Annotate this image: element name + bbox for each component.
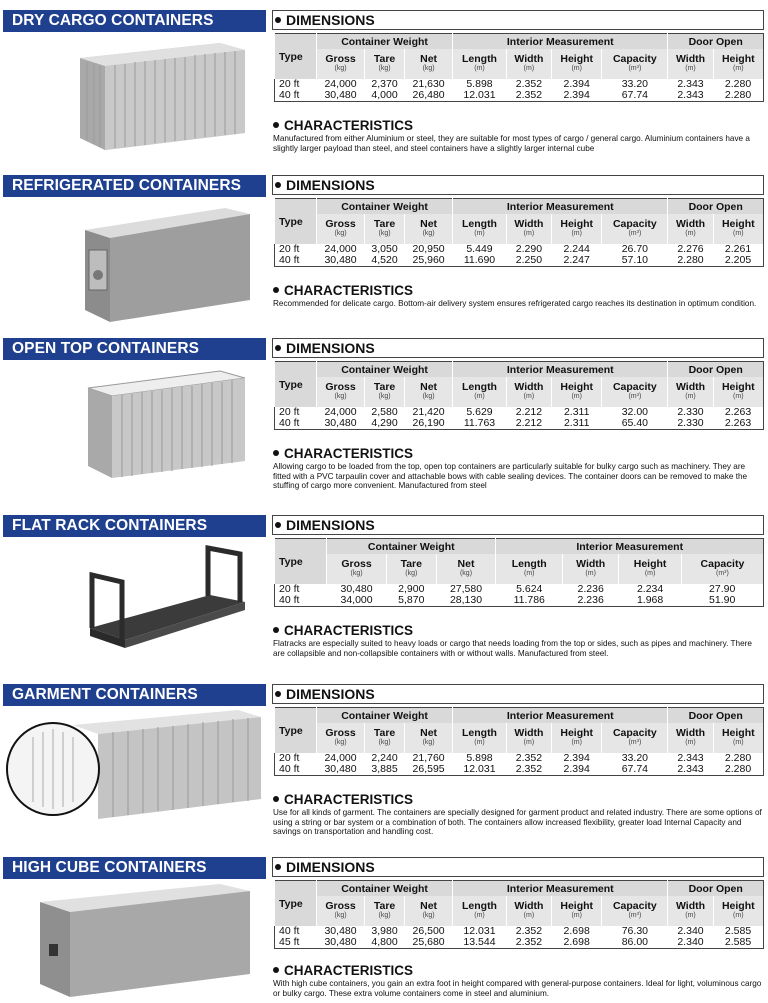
characteristics-text: With high cube containers, you gain an extra foot in height compared with general-purpose containers. Ideal for light, voluminous cargo or bulky cargo. These extra volume containers come in steel and aluminium.	[273, 979, 762, 998]
dimensions-table: Type Container Weight Interior Measurement Door Open Gross (kg) Tare (kg) Net (kg) Length (m) Width (m) Height (m) Capacity (m³) Width (m) Height (m) 20 ft 24,000 2,580 21,420 5.629 2.212 2.311 32.00 2.330 2.263 40 ft 30,480 4,290 26,190 11.763 2.212 2.311 65.40 2.330 2.263	[274, 361, 764, 430]
dimensions-table: Type Container Weight Interior Measurement Door Open Gross (kg) Tare (kg) Net (kg) Length (m) Width (m) Height (m) Capacity (m³) Width (m) Height (m) 20 ft 24,000 2,240 21,760 5.898 2.352 2.394 33.20 2.343 2.280 40 ft 30,480 3,885 26,595 12.031 2.352 2.394 67.74 2.343 2.280	[274, 707, 764, 776]
dimensions-header: DIMENSIONS	[272, 515, 764, 535]
high-cube-container-illustration	[35, 882, 255, 1000]
characteristics-header: CHARACTERISTICS	[273, 283, 413, 298]
table-row: 40 ft 30,480 4,000 26,480 12.031 2.352 2.394 67.74 2.343 2.280	[279, 89, 752, 101]
characteristics-header: CHARACTERISTICS	[273, 792, 413, 807]
table-row: 40 ft 30,480 4,290 26,190 11.763 2.212 2.311 65.40 2.330 2.263	[279, 417, 752, 429]
characteristics-header: CHARACTERISTICS	[273, 623, 413, 638]
dry-cargo-container-illustration	[70, 38, 250, 153]
table-row: 40 ft 30,480 4,520 25,960 11.690 2.250 2.247 57.10 2.280 2.205	[279, 254, 752, 266]
open-top-container-illustration	[80, 363, 250, 481]
characteristics-text: Manufactured from either Aluminium or steel, they are suitable for most types of cargo / general cargo. Aluminium containers have a slightly larger payload than steel, and steel containers have a slightly larger internal cube	[273, 134, 750, 153]
section-title: HIGH CUBE CONTAINERS	[3, 857, 266, 879]
characteristics-header: CHARACTERISTICS	[273, 963, 413, 978]
characteristics-header: CHARACTERISTICS	[273, 446, 413, 461]
characteristics-text: Allowing cargo to be loaded from the top, open top containers are particularly suitable for bulky cargo such as machinery. They are fitted with a PVC tarpaulin cover and attachable bows with cable sealing devices. The container doors can be removed to make the stuffing of cargo more convenient. Manufactured from steel	[273, 462, 748, 490]
flat-rack-container-illustration	[80, 540, 250, 665]
characteristics-header: CHARACTERISTICS	[273, 118, 413, 133]
refrigerated-container-illustration	[75, 200, 255, 325]
characteristics-text: Recommended for delicate cargo. Bottom-air delivery system ensures refrigerated cargo reaches its destination in optimum condition.	[273, 299, 757, 308]
table-row: 40 ft 30,480 3,885 26,595 12.031 2.352 2.394 67.74 2.343 2.280	[279, 763, 752, 775]
characteristics-text: Flatracks are especially suited to heavy loads or cargo that needs loading from the top or sides, such as pipes and machinery. There are collapsible and non-collapsible containers with or without walls. Manufactured from steel.	[273, 639, 752, 658]
section-title: OPEN TOP CONTAINERS	[3, 338, 266, 360]
dimensions-header: DIMENSIONS	[272, 684, 764, 704]
table-row: 45 ft 30,480 4,800 25,680 13.544 2.352 2.698 86.00 2.340 2.585	[279, 936, 752, 948]
dimensions-header: DIMENSIONS	[272, 10, 764, 30]
table-row: 20 ft 24,000 2,240 21,760 5.898 2.352 2.394 33.20 2.343 2.280	[279, 752, 752, 764]
dimensions-table: Type Container Weight Interior Measurement Door Open Gross (kg) Tare (kg) Net (kg) Length (m) Width (m) Height (m) Capacity (m³) Width (m) Height (m) 40 ft 30,480 3,980 26,500 12.031 2.352 2.698 76.30 2.340 2.585 45 ft 30,480 4,800 25,680 13.544 2.352 2.698 86.00 2.340 2.585	[274, 880, 764, 949]
characteristics-text: Use for all kinds of garment. The containers are specially designed for garment product and related industry. There are some options of using a string or bar system or a combination of both. The containers allow increased flexibility, greater load Internal Capacity and savings on transportation and handling cost.	[273, 808, 762, 836]
section-title: REFRIGERATED CONTAINERS	[3, 175, 266, 197]
dimensions-header: DIMENSIONS	[272, 338, 764, 358]
garment-container-illustration	[3, 707, 263, 825]
dimensions-header: DIMENSIONS	[272, 175, 764, 195]
table-row: 20 ft 24,000 3,050 20,950 5.449 2.290 2.244 26.70 2.276 2.261	[279, 243, 752, 255]
section-title: DRY CARGO CONTAINERS	[3, 10, 266, 32]
section-title: GARMENT CONTAINERS	[3, 684, 266, 706]
table-row: 20 ft 30,480 2,900 27,580 5.624 2.236 2.234 27.90	[279, 583, 736, 595]
section-title: FLAT RACK CONTAINERS	[3, 515, 266, 537]
dimensions-table: Type Container Weight Interior Measurement Gross (kg) Tare (kg) Net (kg) Length (m) Width (m) Height (m) Capacity (m³) 20 ft 30,480 2,900 27,580 5.624 2.236 2.234 27.90 40 ft 34,000 5,870 28,130 11.786 2.236 1.968 51.90	[274, 538, 764, 607]
table-row: 40 ft 30,480 3,980 26,500 12.031 2.352 2.698 76.30 2.340 2.585	[279, 925, 752, 937]
table-row: 40 ft 34,000 5,870 28,130 11.786 2.236 1.968 51.90	[279, 594, 736, 606]
dimensions-header: DIMENSIONS	[272, 857, 764, 877]
dimensions-table: Type Container Weight Interior Measurement Door Open Gross (kg) Tare (kg) Net (kg) Length (m) Width (m) Height (m) Capacity (m³) Width (m) Height (m) 20 ft 24,000 3,050 20,950 5.449 2.290 2.244 26.70 2.276 2.261 40 ft 30,480 4,520 25,960 11.690 2.250 2.247 57.10 2.280 2.205	[274, 198, 764, 267]
table-row: 20 ft 24,000 2,370 21,630 5.898 2.352 2.394 33.20 2.343 2.280	[279, 78, 752, 90]
dimensions-table: Type Container Weight Interior Measurement Door Open Gross (kg) Tare (kg) Net (kg) Length (m) Width (m) Height (m) Capacity (m³) Width (m) Height (m) 20 ft 24,000 2,370 21,630 5.898 2.352 2.394 33.20 2.343 2.280 40 ft 30,480 4,000 26,480 12.031 2.352 2.394 67.74 2.343 2.280	[274, 33, 764, 102]
table-row: 20 ft 24,000 2,580 21,420 5.629 2.212 2.311 32.00 2.330 2.263	[279, 406, 752, 418]
